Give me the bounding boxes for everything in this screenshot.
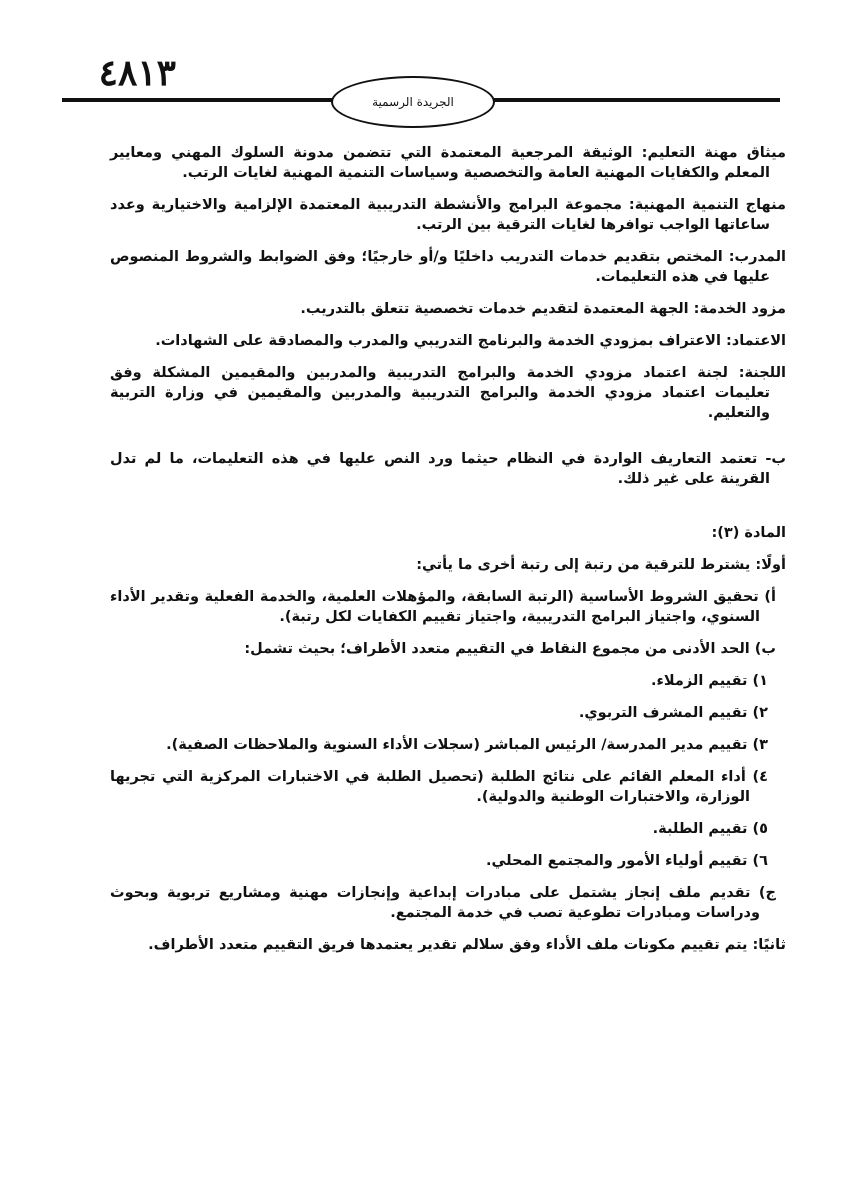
sub-item-3: ٣) تقييم مدير المدرسة/ الرئيس المباشر (سجلات الأداء السنوية والملاحظات الصفية).	[166, 737, 768, 753]
item-a: أ) تحقيق الشروط الأساسية (الرتبة السابقة، والمؤهلات العلمية، والخدمة الفعلية وتقدير الأداء السنوي، واجتياز البرامج التدريبية، واجتياز تقييم الكفايات لكل رتبة).	[110, 589, 776, 625]
gazette-name: الجريدة الرسمية	[372, 95, 454, 109]
sub-item-6: ٦) تقييم أولياء الأمور والمجتمع المحلي.	[485, 853, 768, 869]
definition-charter: ميثاق مهنة التعليم: الوثيقة المرجعية المعتمدة التي تتضمن مدونة السلوك المهني ومعايير المعلم والكفايات المهنية العامة والتخصصية وسياسات التنمية المهنية لغايات الرتب.	[110, 145, 786, 181]
item-b: ب) الحد الأدنى من مجموع النقاط في التقييم متعدد الأطراف؛ بحيث تشمل:	[244, 641, 776, 657]
definition-provider: مزود الخدمة: الجهة المعتمدة لتقديم خدمات تخصصية تتعلق بالتدريب.	[300, 301, 786, 317]
sub-item-2: ٢) تقييم المشرف التربوي.	[578, 705, 768, 721]
page-body	[110, 143, 786, 967]
definition-trainer: المدرب: المختص بتقديم خدمات التدريب داخليًا و/أو خارجيًا؛ وفق الضوابط والشروط المنصوص عليها في هذه التعليمات.	[110, 249, 786, 285]
sub-item-4: ٤) أداء المعلم القائم على نتائج الطلبة (تحصيل الطلبة في الاختبارات المركزية التي تجريها الوزارة، والاختبارات الوطنية والدولية).	[110, 769, 768, 805]
definition-curriculum: منهاج التنمية المهنية: مجموعة البرامج والأنشطة التدريبية المعتمدة الإلزامية والاختيارية وعدد ساعاتها الواجب توافرها لغايات الترقية بين الرتب.	[110, 197, 786, 233]
sub-item-5: ٥) تقييم الطلبة.	[652, 821, 768, 837]
definition-committee: اللجنة: لجنة اعتماد مزودي الخدمة والبرامج التدريبية والمدربين والمقيمين المشكلة وفق تعليمات اعتماد مزودي الخدمة والبرامج التدريبية والمدربين والمقيمين في وزارة التربية والتعليم.	[110, 365, 786, 421]
page-number: ٤٨١٣	[98, 52, 176, 94]
first-intro: أولًا: يشترط للترقية من رتبة إلى رتبة أخرى ما يأتي:	[416, 557, 786, 573]
clause-b: ب- تعتمد التعاريف الواردة في النظام حيثما ورد النص عليها في هذه التعليمات، ما لم تدل القرينة على غير ذلك.	[110, 451, 786, 487]
item-c: ج) تقديم ملف إنجاز يشتمل على مبادرات إبداعية وإنجازات مهنية ومشاريع تربوية وبحوث ودراسات ومبادرات تطوعية تصب في خدمة المجتمع.	[110, 885, 776, 921]
article-title: المادة (٣):	[711, 525, 786, 541]
second-clause: ثانيًا: يتم تقييم مكونات ملف الأداء وفق سلالم تقدير يعتمدها فريق التقييم متعدد الأطراف.	[148, 937, 786, 953]
definition-accreditation: الاعتماد: الاعتراف بمزودي الخدمة والبرنامج التدريبي والمدرب والمصادقة على الشهادات.	[155, 333, 786, 349]
sub-item-1: ١) تقييم الزملاء.	[650, 673, 768, 689]
gazette-header-oval	[331, 76, 495, 128]
